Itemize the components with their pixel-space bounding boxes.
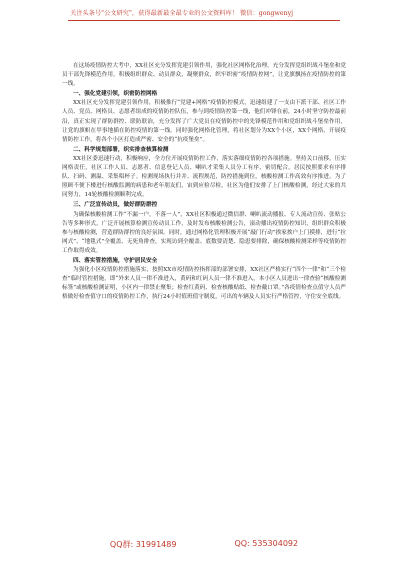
section-heading-2: 二、科学规划部署，织实排查核算检测 [73, 146, 169, 153]
section-paragraph-1: XX社区充分发挥党建引领作用，积极推行“党建+网格”疫情防控模式，迅速组建了一支由下派干部、社区工作人员、党员、网格员、志愿者组成的疫情防控队伍，参与到疫情防控第一线，他们冲锋在前，24小时坚守防控最前沿，真正实现了群防群控、联防联治，充分发挥了广大党员在疫情防控中的先锋模范作用和党组织战斗堡垒作用，让党的旗帜在甲事地插在防控疫情的第一线。同时强化网格化管理，将社区划分为XX个小区，XX个网格，开展疫情防控工作，将各个小区打造成严密、安全的“抗疫堡垒”。 [62, 100, 346, 143]
header-rule [68, 20, 340, 21]
section-paragraph-2: XX社区委迅速行动，积极响应，全方位开展疫情防控工作，落实落细疫情防控各项措施。坚持关口前移，压实网格责任，社区工作人员、志愿者、信息登记人员、喇叭才采集人员分工有序，密切配合，居民按照要求有序排队、扫码、测温、采集唱杯子。检测现场执行并并、流程规范，防控措施到位，核酸检测工作高效有序推进。为了照顾不便下楼进行核酸监测的病患和老年朋友们，宙到应检尽检，社区为他们安排了上门核酸检测，经过大家的共同努力，14轮核酸检测顺利完成。 [62, 155, 346, 199]
footer-contacts [0, 539, 408, 550]
footer-qq-group: QQ群: 31991489 [109, 540, 177, 549]
section-paragraph-4: 为强化小区疫情防控措施落实，按照XX市疫情防控指挥部的部署安排，XX社区严格实行“四个一律”和“三个检查”临时管控措施，即“外来人员一律不准进入，黄码和红码人员一律不准进入，本小区人员进出一律查验“核酸检测标签”或核酸检测证明，小区内一律禁止聚集；检查红黄码、检查核酸贴纸、检查戴口罩。”各疫情检查点值守人员严格做好检查值守口的疫情防控工作，执行24小时值班值守制度，可出的车辆及人员实行严格管控，守住安全底线。 [62, 267, 346, 301]
footer-qq: QQ: 535304092 [234, 539, 299, 548]
intro-paragraph: 在这场疫情防控大考中，XX社区充分发挥党建引领作用，强化社区网格化治理，充分发挥党组织战斗堡垒和党员干部先锋模范作用，积极组织群众、动员群众，凝聚群众，织牢织密“疫情防控网”，让党旗飘扬在疫情防控的第一线。 [62, 63, 346, 88]
header-banner: 关注头条号"公文研究"，获得最新最全最专业的公文资料库！ 微信：gongwenyj [70, 10, 294, 17]
section-paragraph-3: 为确保核酸检测工作“不漏一户，不落一人”，XX社区积极通过微信群、喇叭流动播报、专人流动宣传、张贴公告等多种形式，广泛开展核算检测宣传动员工作，及时发布核酸检测公告，滚动播出疫情防控知识，组织群众积极参与核酸检测，营造群防群控的良好氛围。同时，通过网格化管理积极开展“敲门行动”挨家挨户上门摸排，进行“拉网式”、“地毯式”全覆盖、无死角排查，实现访到全覆盖、底数要清楚、隐患要排除，确保核酸检测采样等疫情防控工作取得成效。 [62, 211, 346, 254]
document-body [62, 62, 346, 302]
section-heading-3: 三、广泛宣传动员，做好群防群控 [73, 202, 158, 209]
section-heading-4: 四、落实管控措施，守护居民安全 [73, 257, 158, 264]
section-heading-1: 一、强化党建引领，织密防控网格 [73, 91, 158, 98]
